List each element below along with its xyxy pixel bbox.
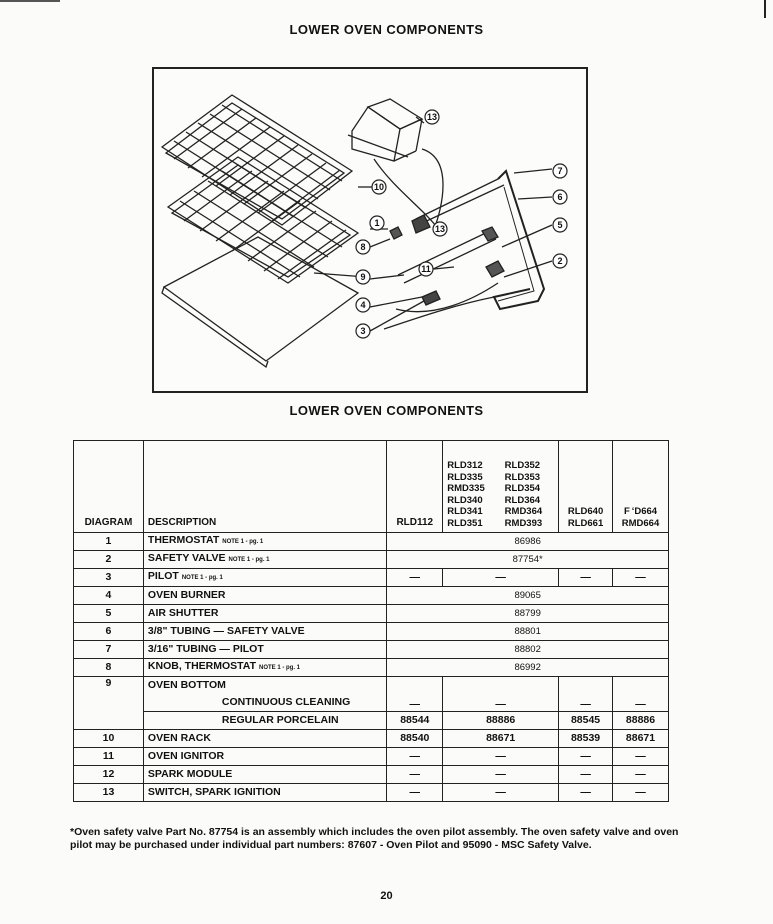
diagram-number: 12 [74,766,144,784]
part-cell: 88671 [443,730,559,748]
model-label: RLD364 [504,494,541,506]
table-row [74,784,669,802]
part-description: SPARK MODULE [143,766,386,784]
part-number: 89065 [387,587,669,605]
model-label: RLD335 [447,471,483,483]
part-cell: — [387,748,443,766]
part-description: SWITCH, SPARK IGNITION [143,784,386,802]
page-number: 20 [380,890,393,902]
exploded-parts-diagram [152,67,588,393]
part-cell: — [559,569,613,587]
part-cell: — [443,766,559,784]
model-label: RMD335 [447,483,485,494]
part-number: 87754* [387,551,669,569]
callout-7: 7 [557,166,563,176]
part-description [143,533,386,551]
callout-13: 13 [426,112,438,122]
part-cell: — [443,784,559,802]
table-row [74,766,669,784]
part-cell: — [387,677,443,712]
model-label: RMD364 [504,506,543,517]
table-row [74,587,669,605]
part-description [143,659,386,677]
description-text: SAFETY VALVE [147,552,226,564]
part-cell: 88886 [443,712,559,730]
model-label: RLD351 [447,517,483,529]
part-number: 88802 [387,641,669,659]
part-cell: — [387,569,443,587]
diagram-number: 1 [74,533,144,551]
part-description: OVEN RACK [143,730,386,748]
model-label: RLD352 [504,460,541,471]
model-label: RMD393 [504,517,543,529]
part-cell: — [559,784,613,802]
spark-module-drawing [348,99,422,161]
part-description: OVEN IGNITOR [143,748,386,766]
note-ref: NOTE 1 - pg. 1 [259,665,301,671]
table-row [74,641,669,659]
header-col4 [613,441,669,533]
part-cell: — [443,569,559,587]
model-label: RLD341 [447,506,483,517]
diagram-number: 9 [74,677,144,730]
part-description: CONTINUOUS CLEANING [143,694,386,712]
scan-edge-mark [0,0,60,2]
part-number: 88801 [387,623,669,641]
table-title: LOWER OVEN COMPONENTS [289,403,484,418]
diagram-number: 7 [74,641,144,659]
diagram-number: 5 [74,605,144,623]
header-description: DESCRIPTION [143,441,386,533]
diagram-number: 3 [74,569,144,587]
part-cell: 88545 [559,712,613,730]
header-diagram: DIAGRAM [74,441,144,533]
part-cell: — [613,784,669,802]
part-number: 86986 [387,533,669,551]
part-cell: — [613,766,669,784]
part-cell: — [559,748,613,766]
diagram-number: 10 [74,730,144,748]
callout-4: 4 [360,300,366,310]
callout-10: 10 [373,182,385,192]
part-cell: — [613,677,669,712]
diagram-number: 2 [74,551,144,569]
table-row [74,551,669,569]
model-label: RLD340 [447,494,483,506]
part-cell: 88539 [559,730,613,748]
header-col2 [443,441,559,533]
model-label: RLD640 [567,506,604,517]
part-cell: — [559,677,613,712]
part-description [143,569,386,587]
part-number: 88799 [387,605,669,623]
part-description: OVEN BURNER [143,587,386,605]
part-cell: — [387,784,443,802]
callout-9: 9 [360,272,366,282]
oven-rack-lower-drawing [168,157,358,283]
header-col3 [559,441,613,533]
model-label: RLD661 [567,517,604,529]
diagram-number: 11 [74,748,144,766]
table-row [74,730,669,748]
part-description: 3/16" TUBING — PILOT [143,641,386,659]
diagram-illustration [154,69,586,391]
diagram-number: 6 [74,623,144,641]
parts-table [73,440,669,802]
part-description [143,551,386,569]
callout-3: 3 [360,326,366,336]
diagram-number: 4 [74,587,144,605]
model-label: F ʻD664 [623,506,658,517]
part-cell: — [613,569,669,587]
scan-edge-mark [764,0,766,18]
callout-6: 6 [557,192,563,202]
diagram-number: 13 [74,784,144,802]
callout-2: 2 [557,256,563,266]
callout-11: 11 [421,264,431,274]
callout-5: 5 [557,220,563,230]
table-row [74,533,669,551]
description-text: PILOT [147,570,179,582]
part-description: REGULAR PORCELAIN [143,712,386,730]
part-number: 86992 [387,659,669,677]
table-row [74,569,669,587]
part-description: AIR SHUTTER [143,605,386,623]
callout-8: 8 [360,242,366,252]
oven-bottom-drawing [162,237,358,367]
table-row [74,712,669,730]
table-row [74,677,669,695]
description-text: KNOB, THERMOSTAT [147,660,257,672]
model-label: RLD354 [504,483,541,494]
table-row [74,659,669,677]
part-cell: 88544 [387,712,443,730]
model-label: RLD312 [447,460,483,471]
note-ref: NOTE 1 - pg. 1 [222,539,264,545]
table-header-row [74,441,669,533]
part-description: OVEN BOTTOM [143,677,386,695]
part-cell: — [443,748,559,766]
model-label: RLD353 [504,471,541,483]
model-label: RMD664 [621,517,660,529]
diagram-number: 8 [74,659,144,677]
page-title: LOWER OVEN COMPONENTS [289,22,484,37]
note-ref: NOTE 1 - pg. 1 [228,557,270,563]
part-cell: 88540 [387,730,443,748]
part-cell: 88886 [613,712,669,730]
note-ref: NOTE 1 - pg. 1 [181,575,223,581]
callout-13b: 13 [434,224,446,234]
table-row [74,748,669,766]
table-row [74,605,669,623]
part-cell: — [387,766,443,784]
oven-rack-upper-drawing [162,95,352,225]
part-cell: — [443,677,559,712]
header-col1: RLD112 [387,441,443,533]
part-cell: — [559,766,613,784]
table-row [74,623,669,641]
footnote: *Oven safety valve Part No. 87754 is an assembly which includes the oven pilot assembly. The oven safety valve and oven pilot may be purchased under individual part numbers: 87607 - Oven Pilot and 95090 - MSC Safety Valve. [70,826,679,851]
part-description: 3/8" TUBING — SAFETY VALVE [143,623,386,641]
part-cell: 88671 [613,730,669,748]
callout-1: 1 [374,218,380,228]
description-text: THERMOSTAT [147,534,220,546]
part-cell: — [613,748,669,766]
